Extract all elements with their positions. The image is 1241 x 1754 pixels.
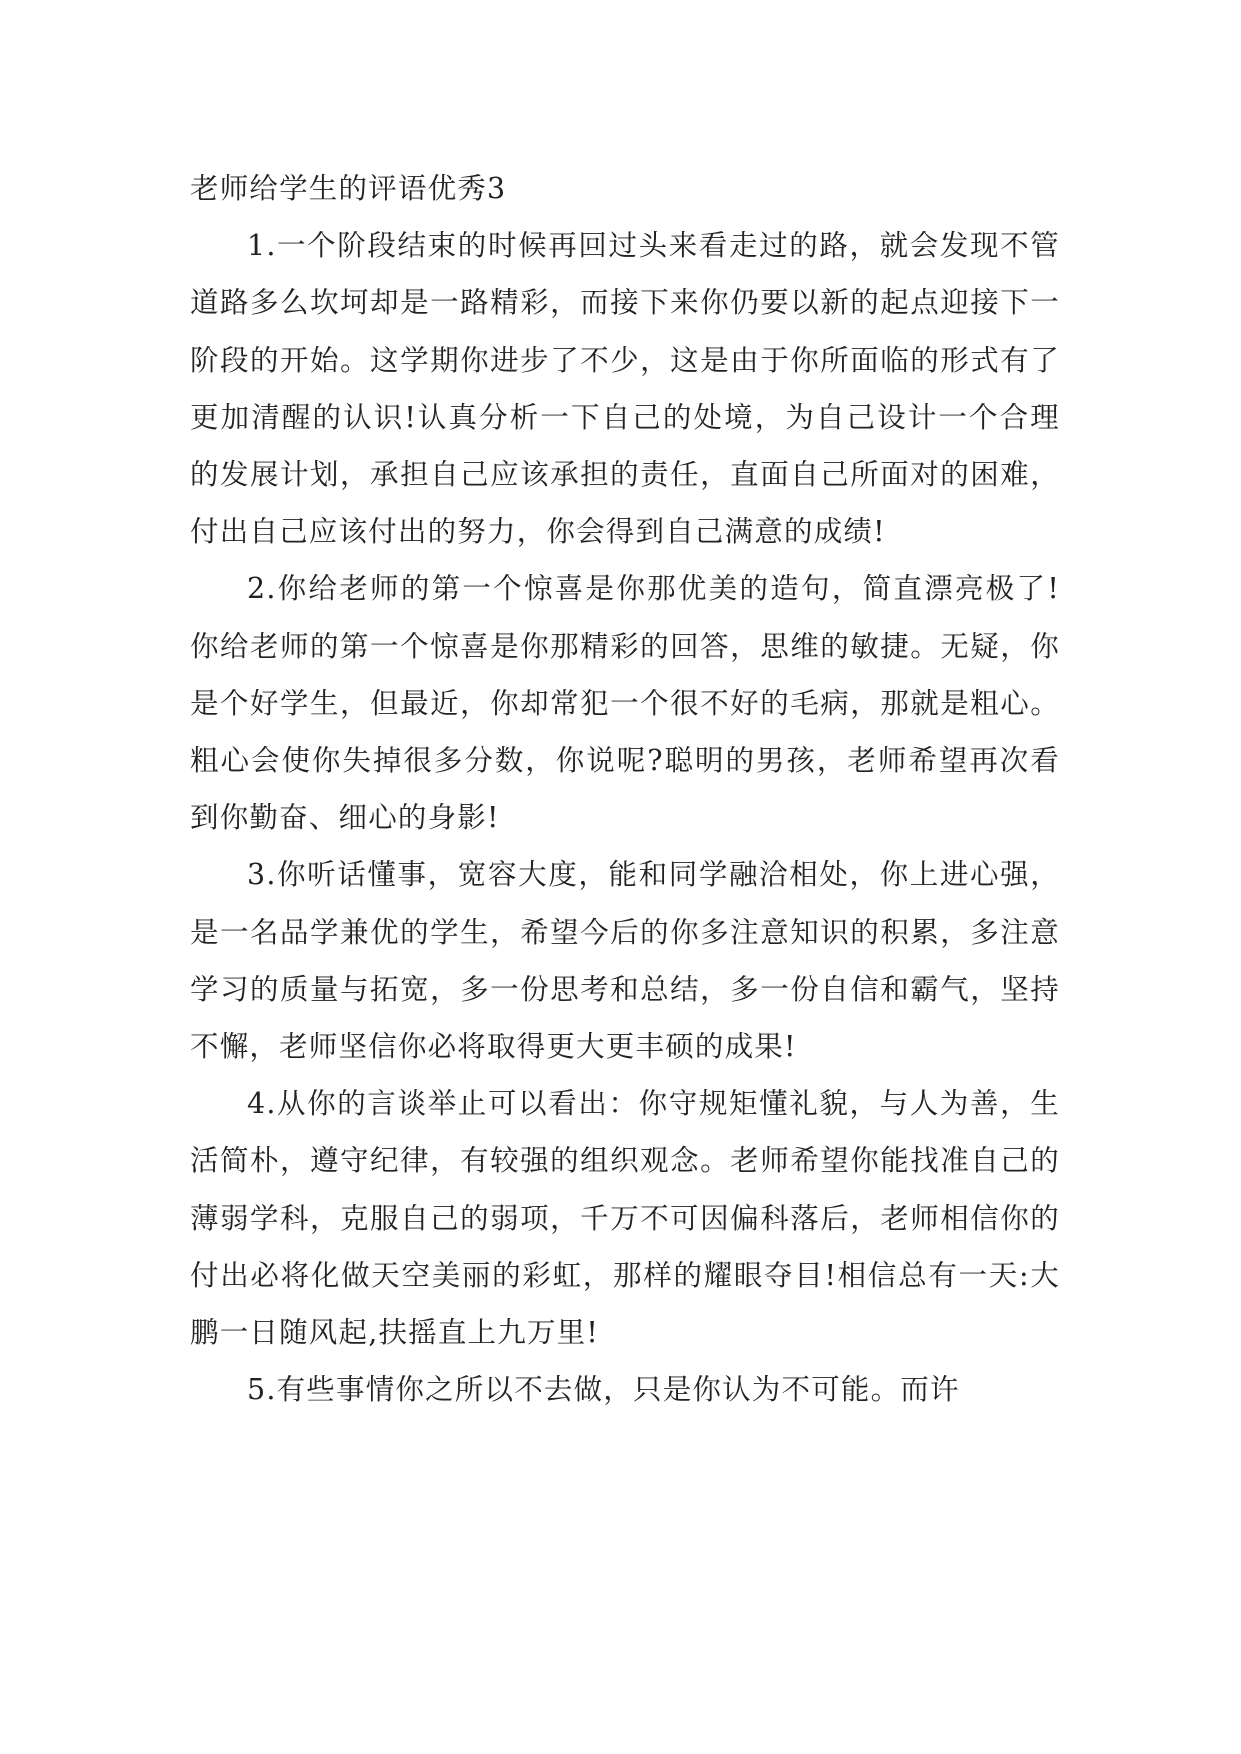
document-body xyxy=(190,160,1060,1418)
paragraph-4: 4.从你的言谈举止可以看出：你守规矩懂礼貌，与人为善，生活简朴，遵守纪律，有较强的组织观念。老师希望你能找准自己的薄弱学科，克服自己的弱项，千万不可因偏科落后，老师相信你的付出必将化做天空美丽的彩虹，那样的耀眼夺目!相信总有一天:大鹏一日随风起,扶摇直上九万里! xyxy=(190,1087,1060,1350)
paragraph-2: 2.你给老师的第一个惊喜是你那优美的造句，简直漂亮极了!你给老师的第一个惊喜是你那精彩的回答，思维的敏捷。无疑，你是个好学生，但最近，你却常犯一个很不好的毛病，那就是粗心。粗心会使你失掉很多分数，你说呢?聪明的男孩，老师希望再次看到你勤奋、细心的身影! xyxy=(190,572,1060,835)
paragraph-3: 3.你听话懂事，宽容大度，能和同学融洽相处，你上进心强，是一名品学兼优的学生，希望今后的你多注意知识的积累，多注意学习的质量与拓宽，多一份思考和总结，多一份自信和霸气，坚持不懈，老师坚信你必将取得更大更丰硕的成果! xyxy=(190,858,1060,1064)
paragraph-5: 5.有些事情你之所以不去做，只是你认为不可能。而许 xyxy=(247,1373,960,1407)
document-title: 老师给学生的评语优秀3 xyxy=(190,172,507,205)
paragraph-1: 1.一个阶段结束的时候再回过头来看走过的路，就会发现不管道路多么坎坷却是一路精彩，而接下来你仍要以新的起点迎接下一阶段的开始。这学期你进步了不少，这是由于你所面临的形式有了更加清醒的认识!认真分析一下自己的处境，为自己设计一个合理的发展计划，承担自己应该承担的责任，直面自己所面对的困难，付出自己应该付出的努力，你会得到自己满意的成绩! xyxy=(190,229,1060,549)
